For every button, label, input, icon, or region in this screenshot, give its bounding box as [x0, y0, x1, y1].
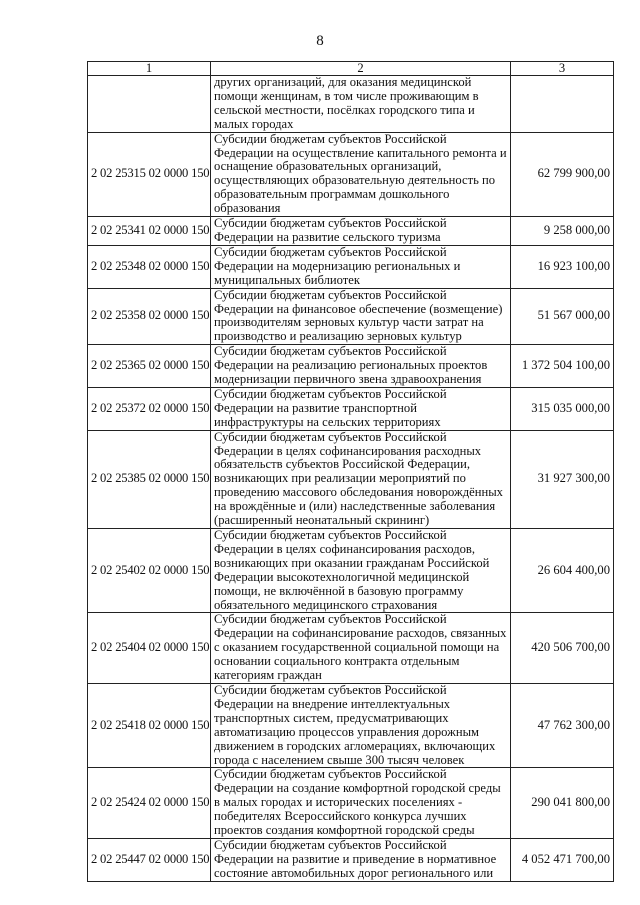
column-header-name: 2: [211, 62, 511, 76]
row-code: 2 02 25424 02 0000 150: [88, 768, 211, 839]
table-row: [88, 683, 614, 767]
row-code: 2 02 25341 02 0000 150: [88, 217, 211, 246]
row-name: Субсидии бюджетам субъектов Российской Федерации на реализацию региональных проектов модернизации первичного звена здравоохранения: [211, 345, 511, 388]
table-row: [88, 613, 614, 684]
row-name: Субсидии бюджетам субъектов Российской Федерации на осуществление капитального ремонта и оснащение образовательных организаций, осуществляющих образовательную деятельность по образовательным программам дошкольного образования: [211, 132, 511, 216]
row-code: 2 02 25447 02 0000 150: [88, 838, 211, 881]
row-name: Субсидии бюджетам субъектов Российской Федерации на финансовое обеспечение (возмещение) производителям зерновых культур части затрат на производство и реализацию зерновых культур: [211, 288, 511, 345]
page-number: 8: [316, 33, 324, 49]
row-amount: 62 799 900,00: [511, 132, 614, 216]
row-code: [88, 76, 211, 133]
row-name: Субсидии бюджетам субъектов Российской Федерации на внедрение интеллектуальных транспортных систем, предусматривающих автоматизацию процессов управления дорожным движением в городских агломерациях, включающих города с населением свыше 300 тысяч человек: [211, 683, 511, 767]
row-amount: 290 041 800,00: [511, 768, 614, 839]
row-amount: 4 052 471 700,00: [511, 838, 614, 881]
row-name: Субсидии бюджетам субъектов Российской Федерации на создание комфортной городской среды в малых городах и исторических поселениях - победителях Всероссийского конкурса лучших проектов создания комфортной городской среды: [211, 768, 511, 839]
table-row: [88, 345, 614, 388]
row-name: Субсидии бюджетам субъектов Российской Федерации на софинансирование расходов, связанных с оказанием государственной социальной помощи на основании социального контракта отдельным категориям граждан: [211, 613, 511, 684]
row-code: 2 02 25372 02 0000 150: [88, 387, 211, 430]
row-name: Субсидии бюджетам субъектов Российской Федерации на развитие и приведение в нормативное состояние автомобильных дорог регионального или: [211, 838, 511, 881]
row-amount: [511, 76, 614, 133]
row-amount: 47 762 300,00: [511, 683, 614, 767]
row-code: 2 02 25348 02 0000 150: [88, 245, 211, 288]
row-amount: 51 567 000,00: [511, 288, 614, 345]
table-row: [88, 245, 614, 288]
row-code: 2 02 25404 02 0000 150: [88, 613, 211, 684]
table-row: [88, 76, 614, 133]
row-code: 2 02 25358 02 0000 150: [88, 288, 211, 345]
table-row: [88, 217, 614, 246]
column-header-amount: 3: [511, 62, 614, 76]
row-code: 2 02 25385 02 0000 150: [88, 430, 211, 528]
row-code: 2 02 25402 02 0000 150: [88, 529, 211, 613]
row-code: 2 02 25315 02 0000 150: [88, 132, 211, 216]
row-name: Субсидии бюджетам субъектов Российской Федерации на развитие транспортной инфраструктуры на сельских территориях: [211, 387, 511, 430]
table-row: [88, 430, 614, 528]
row-amount: 16 923 100,00: [511, 245, 614, 288]
row-amount: 9 258 000,00: [511, 217, 614, 246]
table-row: [88, 768, 614, 839]
row-amount: 26 604 400,00: [511, 529, 614, 613]
budget-table: [87, 61, 614, 882]
table-row: [88, 132, 614, 216]
row-name: Субсидии бюджетам субъектов Российской Федерации в целях софинансирования расходов, возникающих при оказании гражданам Российской Федерации высокотехнологичной медицинской помощи, не включённой в базовую программу обязательного медицинского страхования: [211, 529, 511, 613]
table-row: [88, 838, 614, 881]
table-header-row: [88, 62, 614, 76]
row-amount: 420 506 700,00: [511, 613, 614, 684]
column-header-code: 1: [88, 62, 211, 76]
table-row: [88, 387, 614, 430]
row-name: других организаций, для оказания медицинской помощи женщинам, в том числе проживающим в сельской местности, посёлках городского типа и малых городах: [211, 76, 511, 133]
row-code: 2 02 25418 02 0000 150: [88, 683, 211, 767]
table-row: [88, 288, 614, 345]
row-name: Субсидии бюджетам субъектов Российской Федерации в целях софинансирования расходных обязательств субъектов Российской Федерации, возникающих при реализации мероприятий по проведению массового обследования новорождённых на врождённые и (или) наследственные заболевания (расширенный неонатальный скрининг): [211, 430, 511, 528]
table-row: [88, 529, 614, 613]
row-code: 2 02 25365 02 0000 150: [88, 345, 211, 388]
row-name: Субсидии бюджетам субъектов Российской Федерации на модернизацию региональных и муниципальных библиотек: [211, 245, 511, 288]
row-amount: 31 927 300,00: [511, 430, 614, 528]
row-amount: 315 035 000,00: [511, 387, 614, 430]
row-name: Субсидии бюджетам субъектов Российской Федерации на развитие сельского туризма: [211, 217, 511, 246]
row-amount: 1 372 504 100,00: [511, 345, 614, 388]
